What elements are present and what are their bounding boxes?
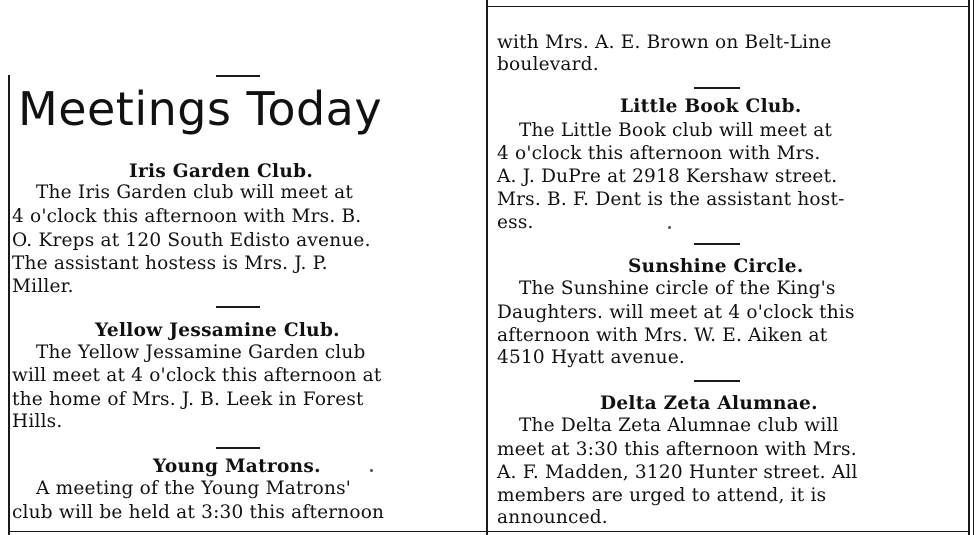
body-line: Hills. (12, 411, 63, 432)
body-line: meet at 3:30 this afternoon with Mrs. (497, 439, 857, 460)
body-line: O. Kreps at 120 South Edisto avenue. (12, 230, 371, 251)
body-line: Miller. (12, 276, 74, 297)
body-line: The Little Book club will meet at (519, 120, 833, 141)
section-heading: Little Book Club. (620, 96, 802, 117)
section-heading: Young Matrons. (153, 456, 321, 477)
body-line: Daughters. will meet at 4 o'clock this (497, 302, 855, 323)
column-divider-rule (486, 0, 488, 535)
page-title: Meetings Today (18, 82, 383, 136)
body-line: The Delta Zeta Alumnae club will (519, 415, 839, 436)
section-heading: Sunshine Circle. (628, 256, 804, 277)
body-line: 4510 Hyatt avenue. (497, 347, 686, 368)
separator-rule (694, 243, 740, 245)
body-line: club will be held at 3:30 this afternoon (12, 502, 385, 523)
separator-rule (694, 380, 740, 382)
right-border-rule-outer (973, 0, 974, 535)
section-heading: Iris Garden Club. (129, 161, 314, 182)
body-line: boulevard. (497, 54, 599, 75)
body-line: The assistant hostess is Mrs. J. P. (12, 253, 328, 274)
body-line: afternoon with Mrs. W. E. Aiken at (497, 325, 828, 346)
body-line: A. J. DuPre at 2918 Kershaw street. (497, 166, 838, 187)
body-line: The Yellow Jessamine Garden club (36, 342, 366, 363)
separator-rule (694, 87, 740, 89)
body-line: members are urged to attend, it is (497, 485, 827, 506)
top-rule (488, 6, 968, 7)
body-line: announced. (497, 507, 608, 528)
separator-rule (216, 306, 260, 308)
body-line: the home of Mrs. J. B. Leek in Forest (12, 389, 364, 410)
separator-rule (216, 447, 260, 449)
body-line: Mrs. B. F. Dent is the assistant host- (497, 189, 845, 210)
bottom-rule (10, 531, 968, 532)
body-line: 4 o'clock this afternoon with Mrs. (497, 143, 821, 164)
ink-speck (668, 226, 671, 229)
body-line: with Mrs. A. E. Brown on Belt-Line (497, 32, 832, 53)
section-heading: Yellow Jessamine Club. (95, 320, 340, 341)
ink-speck (370, 469, 373, 472)
body-line: A meeting of the Young Matrons' (36, 478, 352, 499)
body-line: ess. (497, 212, 534, 233)
body-line: The Iris Garden club will meet at (36, 182, 353, 203)
section-heading: Delta Zeta Alumnae. (600, 393, 818, 414)
right-border-rule (968, 0, 970, 535)
body-line: The Sunshine circle of the King's (519, 278, 836, 299)
body-line: will meet at 4 o'clock this afternoon at (12, 365, 382, 386)
separator-rule (216, 75, 260, 77)
body-line: A. F. Madden, 3120 Hunter street. All (497, 462, 858, 483)
left-border-rule (8, 75, 10, 535)
body-line: 4 o'clock this afternoon with Mrs. B. (12, 206, 362, 227)
